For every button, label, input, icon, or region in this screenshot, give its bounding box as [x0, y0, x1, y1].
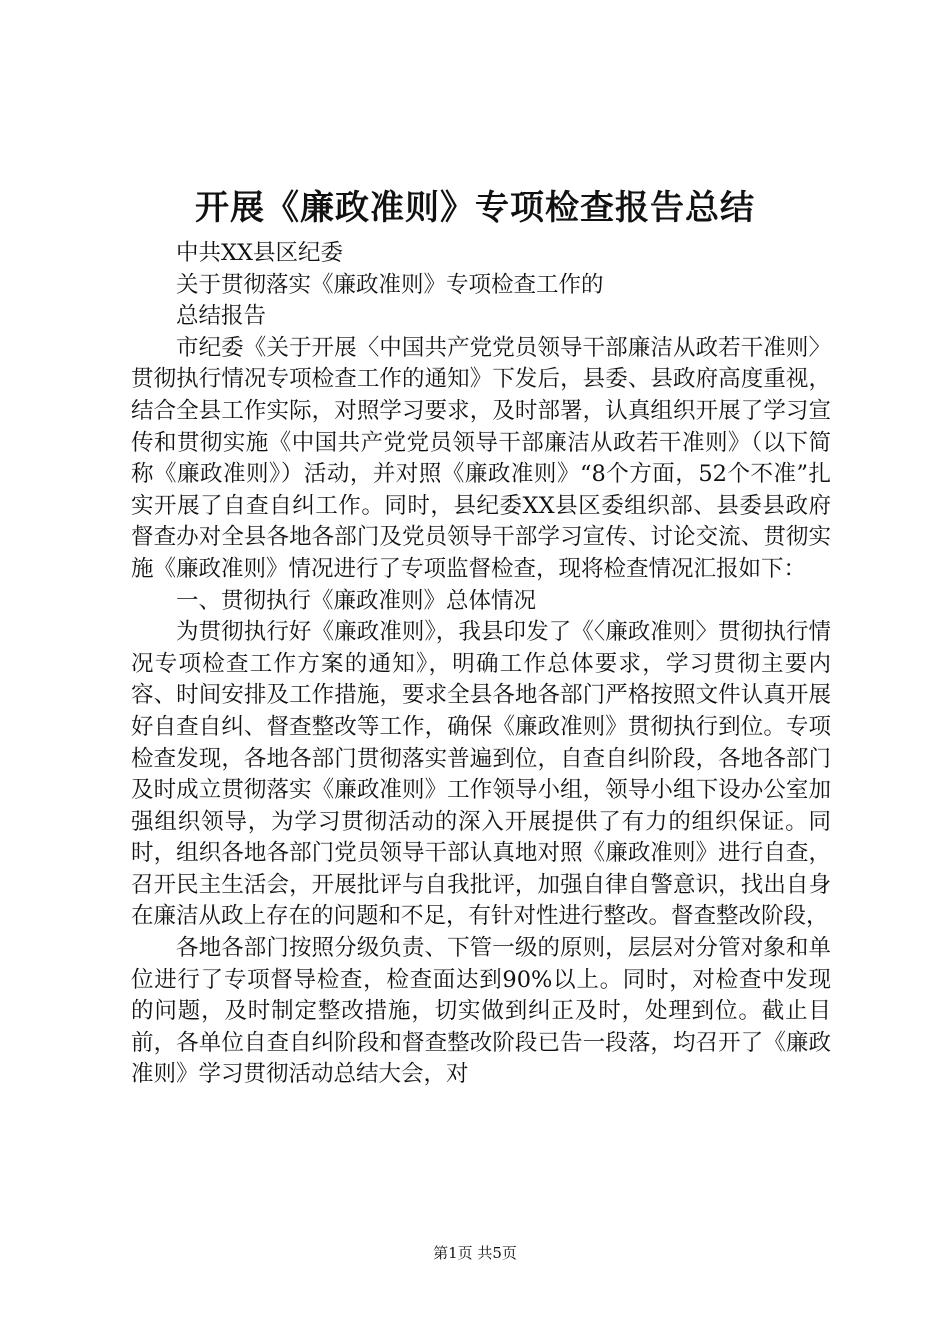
- body-paragraph: 各地各部门按照分级负责、下管一级的原则，层层对分管对象和单位进行了专项督导检查，检查面达到90%以上。同时，对检查中发现的问题，及时制定整改措施，切实做到纠正及时，处理到位。截止目前，各单位自查自纠阶段和督查整改阶段已告一段落，均召开了《廉政准则》学习贯彻活动总结大会，对: [131, 935, 831, 1088]
- header-line-organization: 中共XX县区纪委: [176, 240, 344, 266]
- header-line-report-type: 总结报告: [176, 303, 267, 330]
- page-number-footer: 第1页 共5页: [433, 1244, 517, 1262]
- body-paragraph: 市纪委《关于开展〈中国共产党党员领导干部廉洁从政若干准则〉贯彻执行情况专项检查工作的通知》下发后，县委、县政府高度重视，结合全县工作实际，对照学习要求，及时部署，认真组织开展了学习宣传和贯彻实施《中国共产党党员领导干部廉洁从政若干准则》（以下简称《廉政准则》）活动，并对照《廉政准则》“8个方面，52个不准”扎实开展了自查自纠工作。同时，县纪委XX县区委组织部、县委县政府督查办对全县各地各部门及党员领导干部学习宣传、讨论交流、贯彻实施《廉政准则》情况进行了专项监督检查，现将检查情况汇报如下：: [131, 334, 831, 582]
- document-body: [131, 238, 831, 1091]
- header-line-subject: 关于贯彻落实《廉政准则》专项检查工作的: [176, 271, 604, 298]
- body-paragraph: 为贯彻执行好《廉政准则》，我县印发了《〈廉政准则〉贯彻执行情况专项检查工作方案的通知》，明确工作总体要求，学习贯彻主要内容、时间安排及工作措施，要求全县各地各部门严格按照文件认真开展好自查自纠、督查整改等工作，确保《廉政准则》贯彻执行到位。专项检查发现，各地各部门贯彻落实普遍到位，自查自纠阶段，各地各部门及时成立贯彻落实《廉政准则》工作领导小组，领导小组下设办公室加强组织领导，为学习贯彻活动的深入开展提供了有力的组织保证。同时，组织各地各部门党员领导干部认真地对照《廉政准则》进行自查，召开民主生活会，开展批评与自我批评，加强自律自警意识，找出自身在廉洁从政上存在的问题和不足，有针对性进行整改。督查整改阶段，: [131, 619, 831, 930]
- document-title: 开展《廉政准则》专项检查报告总结: [195, 188, 755, 228]
- section-heading: 一、贯彻执行《廉政准则》总体情况: [176, 587, 537, 614]
